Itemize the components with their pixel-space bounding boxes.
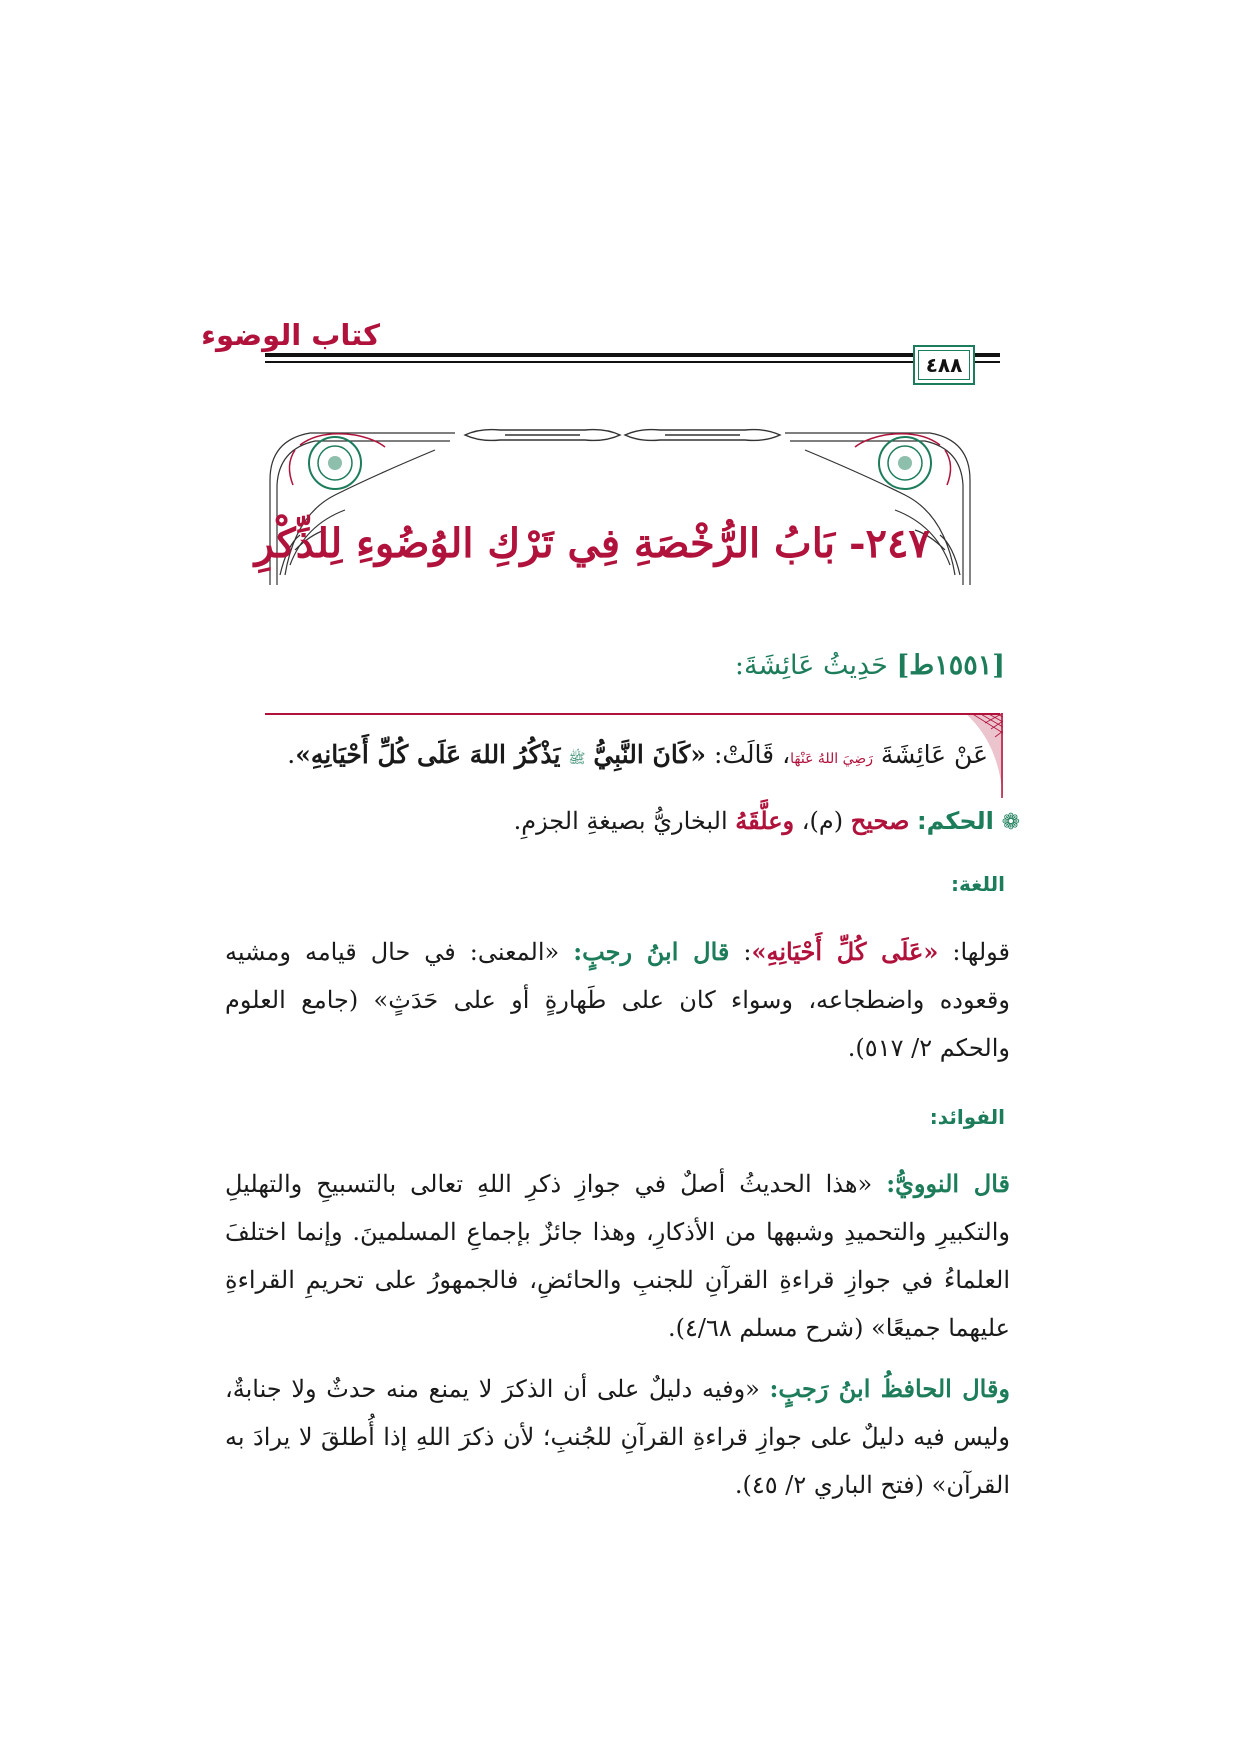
hadith-quote-a: «كَانَ النَّبِيُّ [593,740,707,769]
ruling-rest: البخاريُّ بصيغةِ الجزمِ. [513,807,728,835]
hadith-divider [265,713,1000,715]
page-number-badge [913,345,975,385]
language-lead: قولها: [938,938,1011,966]
language-sep: : [729,938,752,966]
hadith-said: ، قَالَتْ: [706,740,791,769]
language-heading: اللغة: [951,872,1005,896]
page-number: ٤٨٨ [925,353,963,377]
benefits-paragraph-2 [225,1365,1010,1509]
ruling-label: الحكم: [917,807,994,835]
hadith-heading-text: حَدِيثُ عَائِشَةَ: [734,650,888,681]
language-paragraph [225,928,1010,1072]
language-term: «عَلَى كُلِّ أَحْيَانِهِ» [751,937,939,966]
honorific-glyph: رَضِيَ اللهُ عَنْهَا [790,751,873,767]
benefits-paragraph-1 [225,1160,1010,1352]
header-rule-left [265,353,915,357]
flower-icon: ❁ [1001,810,1020,835]
hadith-ruling [240,806,1020,835]
benefits-heading: الفوائد: [929,1105,1005,1129]
hadith-quote-b: يَذْكُرُ اللهَ عَلَى كُلِّ أَحْيَانِهِ» [295,740,561,769]
salawat-glyph: ﷺ [568,751,586,767]
benefits-speaker-2: وقال الحافظُ ابنُ رَجبٍ: [769,1374,1011,1403]
language-text: «المعنى: في حال قيامه ومشيه وقعوده واضطجاعه، وسواء كان على طَهارةٍ أو على حَدَثٍ» (جامع العلوم والحكم ٢/ ٥١٧). [225,938,1010,1062]
benefits-speaker-1: قال النوويُّ: [886,1169,1010,1198]
benefits-text-2: «وفيه دليلٌ على أن الذكرَ لا يمنع منه حدثٌ ولا جنابةٌ، وليس فيه دليلٌ على جوازِ قراءةِ القرآنِ للجُنبِ؛ لأن ذكرَ اللهِ إذا أُطلقَ لا يرادَ به القرآن» (فتح الباري ٢/ ٤٥). [225,1375,1010,1499]
benefits-text-1: «هذا الحديثُ أصلٌ في جوازِ ذكرِ اللهِ تعالى بالتسبيحِ والتهليلِ والتكبيرِ والتحميدِ وشبهها من الأذكارِ، وهذا جائزٌ بإجماعِ المسلمينَ. وإنما اختلفَ العلماءُ في جوازِ قراءةِ القرآنِ للجنبِ والحائضِ، فالجمهورُ على تحريمِ القراءةِ عليهما جميعًا» (شرح مسلم ٤/٦٨). [225,1170,1010,1342]
hadith-number: [١٥٥١ط] [896,650,1005,681]
ruling-allaq: وعلَّقَهُ [735,806,795,835]
hadith-end: . [287,740,296,769]
chapter-title: ٢٤٧- بَابُ الرُّخْصَةِ فِي تَرْكِ الوُضُوءِ لِلذِّكْرِ [254,520,930,567]
header-rule-right [975,353,1000,357]
ruling-grade: صحيح [850,806,910,835]
header-rule-right-thin [975,361,1000,363]
book-title: كتاب الوضوء [201,318,380,352]
hadith-heading [305,650,1005,681]
hadith-text [228,740,988,770]
hadith-intro: عَنْ عَائِشَةَ [880,740,988,769]
language-speaker: قال ابنُ رجبٍ: [573,937,730,966]
header-rule-left-thin [265,361,915,363]
ruling-source: (م)، [794,807,844,835]
